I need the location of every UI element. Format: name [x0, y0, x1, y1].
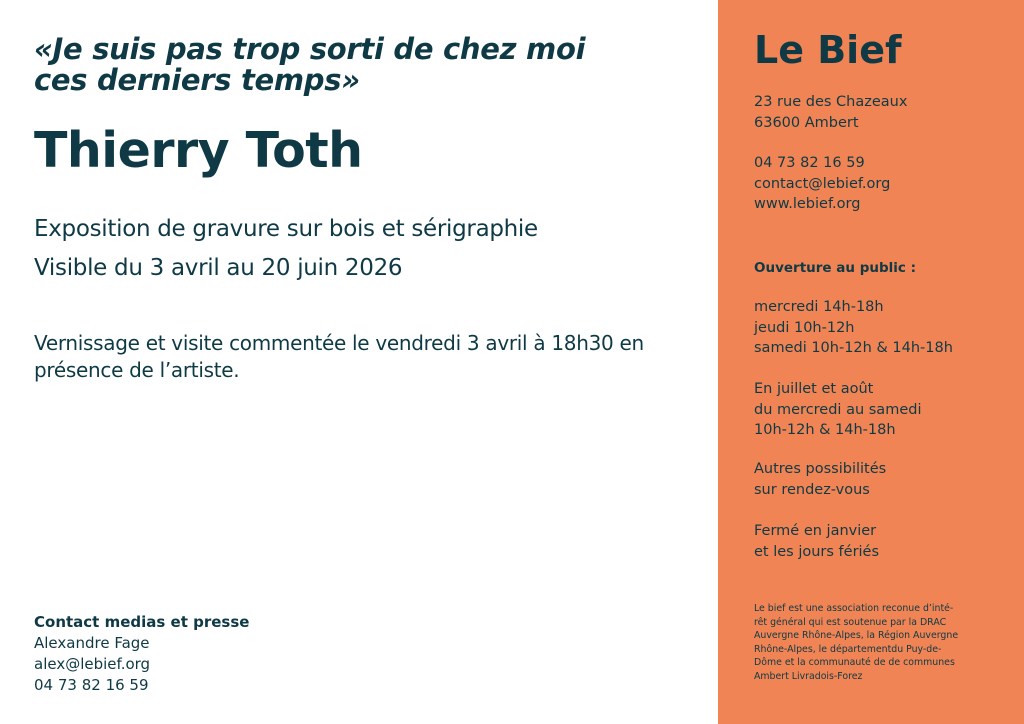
note-line: Rhône-Alpes, le départementdu Puy-de- [754, 643, 942, 655]
venue-name: Le Bief [754, 28, 902, 72]
venue-phone: 04 73 82 16 59 [754, 155, 865, 171]
note-line: Le bief est une association reconue d’inté- [754, 603, 954, 614]
exhibition-quote-title [34, 34, 704, 96]
press-contact-name: Alexandre Fage [34, 634, 150, 652]
address-line: 23 rue des Chazeaux [754, 94, 908, 110]
venue-address [754, 92, 907, 133]
hours-line: jeudi 10h-12h [754, 319, 855, 336]
venue-contact [754, 153, 890, 215]
venue-sidebar [718, 0, 1024, 724]
press-contact-phone: 04 73 82 16 59 [34, 676, 149, 694]
quote-line: ces derniers temps» [34, 63, 360, 97]
hours-line: mercredi 14h-18h [754, 299, 884, 315]
press-contact-title: Contact medias et presse [34, 613, 250, 631]
hours-line: samedi 10h-12h & 14h-18h [754, 340, 953, 356]
closure-line: et les jours fériés [754, 543, 880, 560]
vernissage-text: Vernissage et visite commentée le vendredi 3 avril à 18h30 en présence de l’artiste. [34, 331, 644, 382]
subtitle-line: Visible du 3 avril au 20 juin 2026 [34, 255, 403, 281]
artist-name: Thierry Toth [34, 122, 363, 179]
closure-info [754, 521, 879, 562]
association-note [754, 602, 1004, 684]
press-contact-email[interactable]: alex@lebief.org [34, 655, 151, 673]
appointment-line: sur rendez-vous [754, 481, 870, 498]
appointment-info [754, 459, 886, 500]
venue-website[interactable]: www.lebief.org [754, 196, 861, 212]
opening-hours-title: Ouverture au public : [754, 260, 916, 276]
note-line: rêt général qui est soutenue par la DRAC [754, 616, 947, 628]
subtitle-line: Exposition de gravure sur bois et sérigraphie [34, 216, 538, 242]
opening-hours [754, 297, 953, 359]
closure-line: Fermé en janvier [754, 523, 877, 539]
note-line: Dôme et la communauté de de communes [754, 657, 955, 669]
note-line: Ambert Livradois-Forez [754, 670, 863, 682]
venue-email[interactable]: contact@lebief.org [754, 175, 891, 192]
summer-line: 10h-12h & 14h-18h [754, 422, 896, 438]
summer-line: du mercredi au samedi [754, 401, 922, 418]
summer-line: En juillet et août [754, 381, 874, 397]
exhibition-subtitle [34, 210, 538, 288]
press-contact [34, 612, 249, 696]
quote-line: «Je suis pas trop sorti de chez moi [34, 32, 586, 66]
address-line: 63600 Ambert [754, 114, 859, 131]
summer-hours [754, 379, 921, 441]
note-line: Auvergne Rhône-Alpes, la Région Auvergne [754, 630, 959, 642]
appointment-line: Autres possibilités [754, 461, 887, 477]
